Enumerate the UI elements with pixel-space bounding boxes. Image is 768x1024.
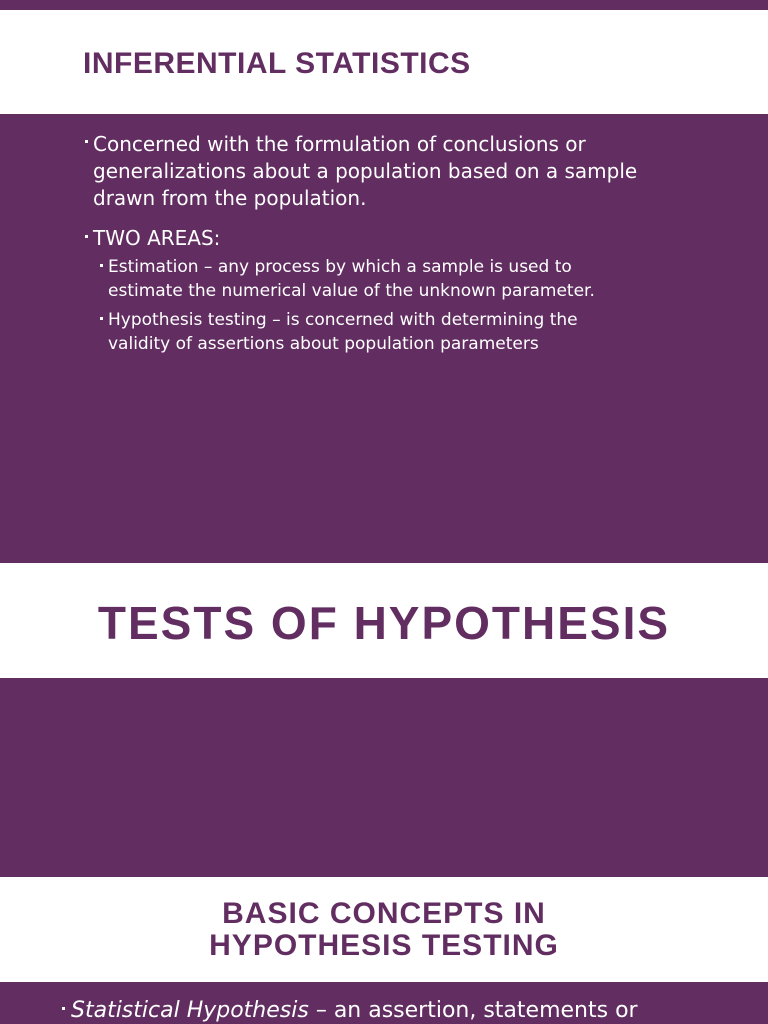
slide3-title-line1: BASIC CONCEPTS IN xyxy=(222,897,546,930)
slide1-body xyxy=(0,114,768,563)
slide1-bullet1-line3: drawn from the population. xyxy=(93,186,367,210)
slide2-title-band xyxy=(0,563,768,678)
slide1-sub2-line2: validity of assertions about population parameters xyxy=(108,334,539,354)
sub-bullet-marker xyxy=(100,264,103,267)
slide1-sub2-line1: Hypothesis testing – is concerned with determining the xyxy=(108,310,578,330)
slide1-bullet1-line2: generalizations about a population based on a sample xyxy=(93,159,638,183)
slide3-title-line2: HYPOTHESIS TESTING xyxy=(209,929,559,962)
slide3-body xyxy=(0,982,768,1024)
bullet-marker xyxy=(85,140,88,143)
slide3-bullet1-term: Statistical Hypothesis xyxy=(71,998,309,1023)
sub-bullet-marker xyxy=(100,317,103,320)
slide3-title-band xyxy=(0,877,768,982)
slide3-bullet1-text: – an assertion, statements or xyxy=(308,998,638,1023)
slide2-title: TESTS OF HYPOTHESIS xyxy=(97,597,671,649)
slide1-bullet2-label: TWO AREAS: xyxy=(93,226,221,250)
slide1-title: INFERENTIAL STATISTICS xyxy=(83,47,471,80)
slide1-bullet1-line1: Concerned with the formulation of conclusions or xyxy=(93,132,586,156)
slide3-bullet1 xyxy=(71,996,638,1024)
slide1-sub1-line2: estimate the numerical value of the unknown parameter. xyxy=(108,281,595,301)
bullet-marker xyxy=(62,1007,65,1010)
slide1-title-band xyxy=(0,10,768,114)
slide2-body xyxy=(0,678,768,877)
bullet-marker xyxy=(85,235,88,238)
slide1-sub1-line1: Estimation – any process by which a sample is used to xyxy=(108,257,572,277)
